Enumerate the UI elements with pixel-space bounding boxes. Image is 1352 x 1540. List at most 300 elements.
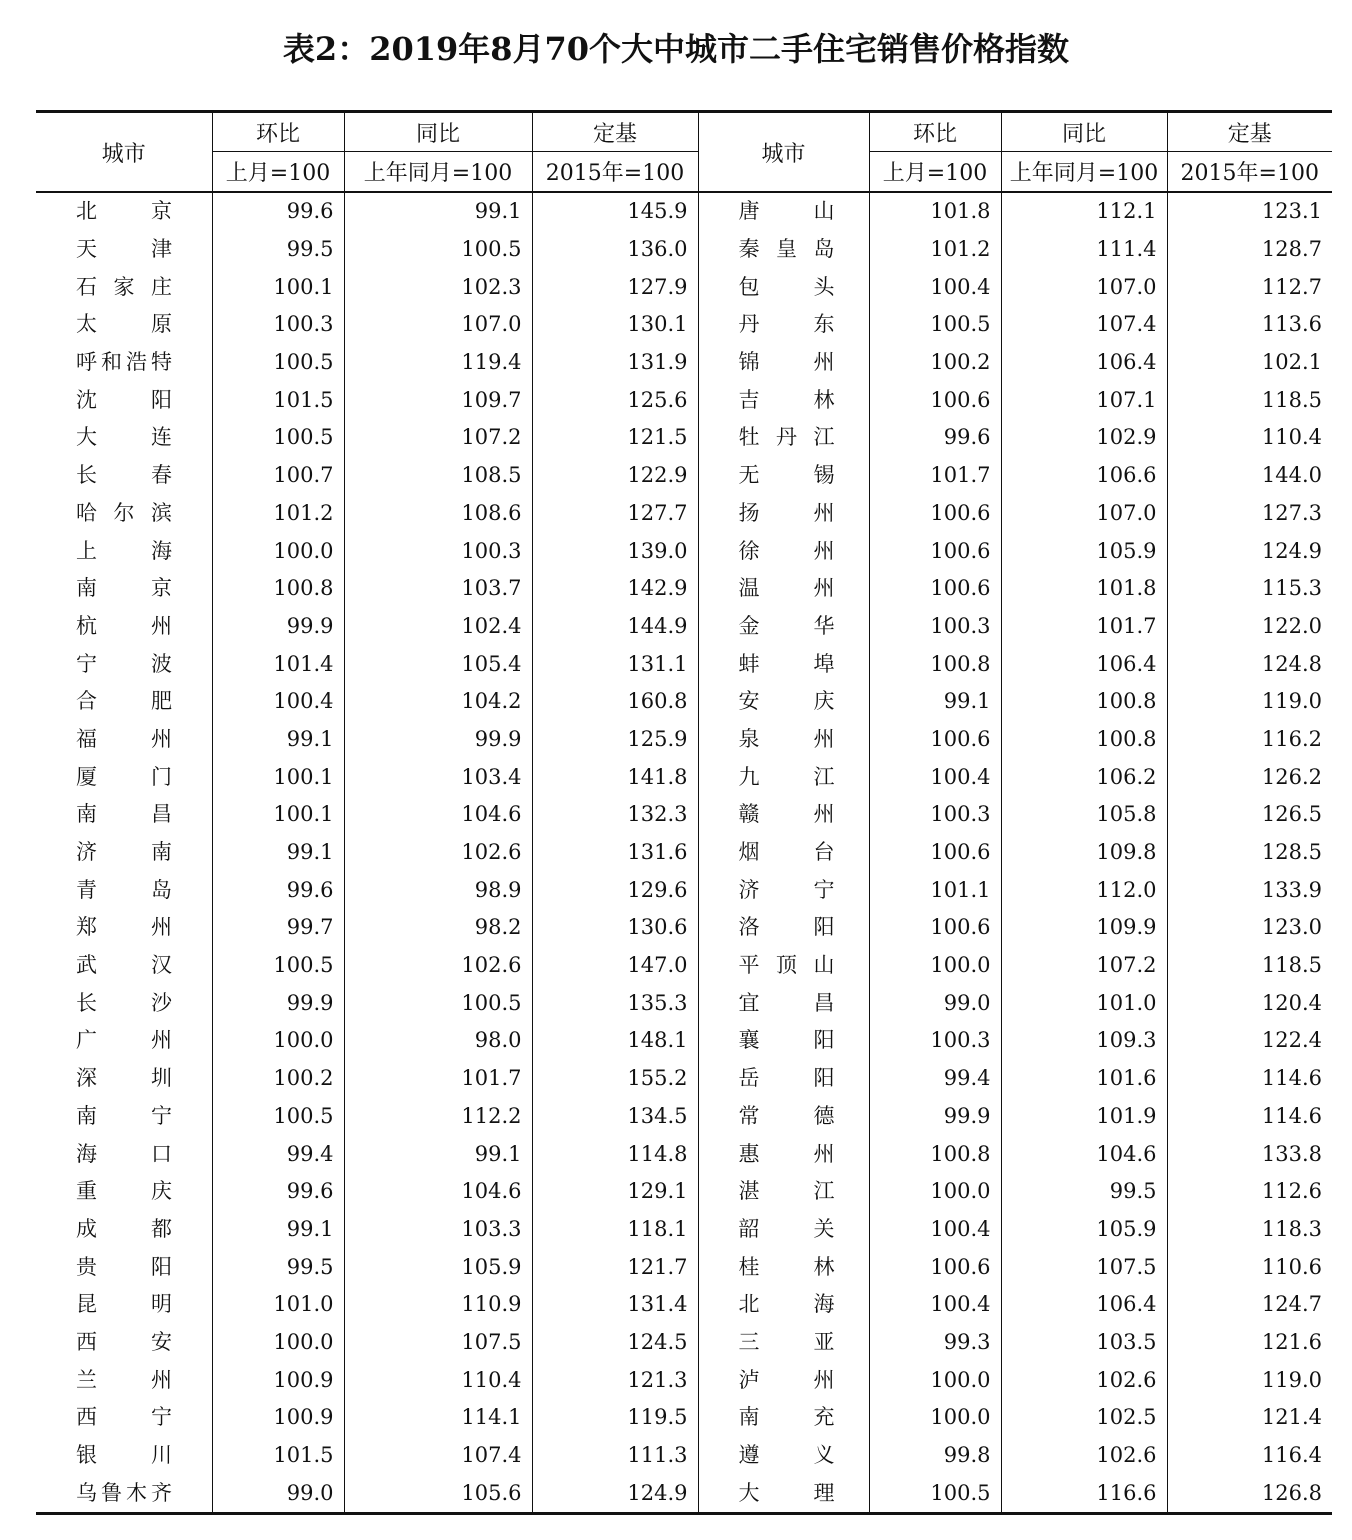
base-cell: 127.7 [532, 495, 698, 533]
yoy-cell: 99.5 [1001, 1173, 1167, 1211]
mom-cell: 99.8 [869, 1437, 1001, 1475]
city-name: 兰州 [76, 1367, 172, 1392]
base-cell: 155.2 [532, 1060, 698, 1098]
mom-cell: 100.4 [869, 758, 1001, 796]
base-cell: 129.1 [532, 1173, 698, 1211]
city-name: 无锡 [738, 463, 835, 488]
city-cell [36, 1324, 212, 1362]
yoy-cell: 116.6 [1001, 1474, 1167, 1513]
city-name: 南宁 [76, 1103, 172, 1128]
city-cell [698, 192, 869, 231]
base-cell: 135.3 [532, 984, 698, 1022]
table-row [36, 1098, 1332, 1136]
city-cell [698, 495, 869, 533]
mom-cell: 101.5 [212, 1437, 344, 1475]
city-name: 西安 [76, 1329, 172, 1354]
base-cell: 112.7 [1167, 268, 1332, 306]
city-cell [698, 231, 869, 269]
page-title: 表2：2019年8月70个大中城市二手住宅销售价格指数 [282, 30, 1070, 68]
city-name: 金华 [738, 613, 835, 638]
city-name: 天津 [76, 237, 172, 262]
mom-cell: 99.0 [212, 1474, 344, 1513]
base-cell: 142.9 [532, 570, 698, 608]
yoy-cell: 106.2 [1001, 758, 1167, 796]
city-name: 深圳 [76, 1066, 172, 1091]
table-row [36, 381, 1332, 419]
city-name: 银川 [76, 1443, 172, 1468]
mom-cell: 99.1 [212, 721, 344, 759]
city-cell [36, 1135, 212, 1173]
base-cell: 123.1 [1167, 192, 1332, 231]
base-cell: 114.6 [1167, 1060, 1332, 1098]
base-cell: 130.1 [532, 306, 698, 344]
table-row [36, 947, 1332, 985]
mom-cell: 100.8 [869, 1135, 1001, 1173]
mom-cell: 100.3 [869, 608, 1001, 646]
base-cell: 119.5 [532, 1399, 698, 1437]
mom-cell: 100.5 [869, 1474, 1001, 1513]
yoy-cell: 112.2 [344, 1098, 532, 1136]
yoy-cell: 107.4 [1001, 306, 1167, 344]
yoy-cell: 101.9 [1001, 1098, 1167, 1136]
city-cell [698, 1437, 869, 1475]
yoy-cell: 105.9 [344, 1248, 532, 1286]
mom-cell: 100.0 [869, 1173, 1001, 1211]
yoy-cell: 102.6 [344, 947, 532, 985]
mom-cell: 99.4 [212, 1135, 344, 1173]
mom-cell: 100.6 [869, 1248, 1001, 1286]
city-cell [36, 1361, 212, 1399]
yoy-cell: 110.9 [344, 1286, 532, 1324]
base-cell: 129.6 [532, 871, 698, 909]
base-cell: 119.0 [1167, 1361, 1332, 1399]
base-cell: 113.6 [1167, 306, 1332, 344]
base-column-subheader: 2015年=100 [1167, 152, 1332, 193]
yoy-cell: 104.2 [344, 683, 532, 721]
yoy-cell: 107.0 [1001, 495, 1167, 533]
mom-cell: 100.6 [869, 381, 1001, 419]
yoy-cell: 106.4 [1001, 344, 1167, 382]
city-cell [36, 457, 212, 495]
base-cell: 110.4 [1167, 419, 1332, 457]
yoy-cell: 112.1 [1001, 192, 1167, 231]
yoy-cell: 107.0 [344, 306, 532, 344]
table-row [36, 344, 1332, 382]
mom-cell: 100.8 [869, 645, 1001, 683]
base-cell: 145.9 [532, 192, 698, 231]
table-row [36, 758, 1332, 796]
city-name: 太原 [76, 312, 172, 337]
base-cell: 131.4 [532, 1286, 698, 1324]
table-body [36, 192, 1332, 1514]
yoy-cell: 99.1 [344, 192, 532, 231]
base-cell: 118.5 [1167, 947, 1332, 985]
city-cell [36, 796, 212, 834]
city-cell [698, 1022, 869, 1060]
mom-cell: 100.2 [212, 1060, 344, 1098]
city-name: 长沙 [76, 990, 172, 1015]
table-header [36, 112, 1332, 193]
base-cell: 126.5 [1167, 796, 1332, 834]
mom-cell: 99.6 [212, 1173, 344, 1211]
base-cell: 121.7 [532, 1248, 698, 1286]
mom-cell: 100.8 [212, 570, 344, 608]
yoy-cell: 103.7 [344, 570, 532, 608]
yoy-cell: 100.8 [1001, 683, 1167, 721]
base-cell: 121.3 [532, 1361, 698, 1399]
yoy-cell: 101.6 [1001, 1060, 1167, 1098]
mom-cell: 100.6 [869, 570, 1001, 608]
mom-cell: 100.5 [212, 419, 344, 457]
city-name: 杭州 [76, 613, 172, 638]
mom-cell: 100.7 [212, 457, 344, 495]
city-cell [36, 1474, 212, 1513]
base-cell: 126.2 [1167, 758, 1332, 796]
city-name: 宜昌 [738, 990, 835, 1015]
yoy-cell: 105.9 [1001, 1211, 1167, 1249]
city-cell [698, 381, 869, 419]
city-cell [36, 495, 212, 533]
mom-cell: 100.5 [869, 306, 1001, 344]
base-cell: 141.8 [532, 758, 698, 796]
base-cell: 134.5 [532, 1098, 698, 1136]
city-cell [36, 381, 212, 419]
city-cell [36, 683, 212, 721]
table-row [36, 192, 1332, 231]
mom-cell: 101.8 [869, 192, 1001, 231]
mom-cell: 100.0 [869, 1399, 1001, 1437]
mom-cell: 100.1 [212, 758, 344, 796]
yoy-cell: 101.8 [1001, 570, 1167, 608]
table-row [36, 1324, 1332, 1362]
yoy-cell: 112.0 [1001, 871, 1167, 909]
yoy-cell: 107.0 [1001, 268, 1167, 306]
base-cell: 148.1 [532, 1022, 698, 1060]
city-name: 乌鲁木齐 [76, 1480, 172, 1505]
base-cell: 110.6 [1167, 1248, 1332, 1286]
city-cell [698, 645, 869, 683]
city-cell [698, 984, 869, 1022]
table-row [36, 570, 1332, 608]
city-cell [36, 1286, 212, 1324]
yoy-cell: 107.2 [1001, 947, 1167, 985]
city-name: 烟台 [738, 840, 835, 865]
table-row [36, 608, 1332, 646]
yoy-cell: 102.9 [1001, 419, 1167, 457]
mom-cell: 99.6 [869, 419, 1001, 457]
yoy-column-subheader: 上年同月=100 [1001, 152, 1167, 193]
base-cell: 133.8 [1167, 1135, 1332, 1173]
mom-cell: 99.0 [869, 984, 1001, 1022]
city-cell [698, 1474, 869, 1513]
base-cell: 120.4 [1167, 984, 1332, 1022]
mom-cell: 100.6 [869, 721, 1001, 759]
yoy-cell: 98.9 [344, 871, 532, 909]
mom-cell: 100.4 [869, 268, 1001, 306]
city-cell [36, 871, 212, 909]
mom-cell: 100.5 [212, 947, 344, 985]
mom-cell: 99.1 [212, 1211, 344, 1249]
yoy-cell: 107.4 [344, 1437, 532, 1475]
city-name: 武汉 [76, 953, 172, 978]
yoy-cell: 99.1 [344, 1135, 532, 1173]
city-name: 沈阳 [76, 387, 172, 412]
mom-cell: 99.9 [869, 1098, 1001, 1136]
base-cell: 124.5 [532, 1324, 698, 1362]
mom-cell: 101.2 [212, 495, 344, 533]
yoy-cell: 109.3 [1001, 1022, 1167, 1060]
base-cell: 127.9 [532, 268, 698, 306]
yoy-column-header: 同比 [1001, 112, 1167, 152]
price-index-table [36, 110, 1332, 1515]
yoy-cell: 101.0 [1001, 984, 1167, 1022]
mom-cell: 100.3 [212, 306, 344, 344]
yoy-cell: 111.4 [1001, 231, 1167, 269]
mom-cell: 99.5 [212, 1248, 344, 1286]
base-cell: 121.6 [1167, 1324, 1332, 1362]
mom-cell: 100.4 [869, 1286, 1001, 1324]
city-name: 长春 [76, 463, 172, 488]
city-cell [698, 457, 869, 495]
city-name: 三亚 [738, 1329, 835, 1354]
city-cell [698, 834, 869, 872]
city-cell [698, 909, 869, 947]
mom-cell: 99.1 [869, 683, 1001, 721]
base-cell: 112.6 [1167, 1173, 1332, 1211]
mom-cell: 101.2 [869, 231, 1001, 269]
city-column-header: 城市 [36, 112, 212, 193]
base-cell: 122.9 [532, 457, 698, 495]
city-name: 韶关 [738, 1216, 835, 1241]
city-name: 重庆 [76, 1179, 172, 1204]
yoy-cell: 102.5 [1001, 1399, 1167, 1437]
mom-cell: 99.4 [869, 1060, 1001, 1098]
city-cell [698, 608, 869, 646]
city-cell [36, 645, 212, 683]
mom-cell: 100.9 [212, 1399, 344, 1437]
city-name: 大理 [738, 1480, 835, 1505]
base-cell: 144.9 [532, 608, 698, 646]
mom-cell: 99.9 [212, 984, 344, 1022]
mom-cell: 101.5 [212, 381, 344, 419]
base-cell: 127.3 [1167, 495, 1332, 533]
city-name: 济宁 [738, 877, 835, 902]
base-cell: 131.1 [532, 645, 698, 683]
city-name: 北海 [738, 1292, 835, 1317]
city-name: 襄阳 [738, 1028, 835, 1053]
base-column-header: 定基 [1167, 112, 1332, 152]
city-name: 徐州 [738, 538, 835, 563]
city-cell [698, 1098, 869, 1136]
yoy-cell: 101.7 [344, 1060, 532, 1098]
table-row [36, 909, 1332, 947]
mom-cell: 100.1 [212, 268, 344, 306]
city-cell [36, 721, 212, 759]
city-cell [698, 570, 869, 608]
table-row [36, 1022, 1332, 1060]
city-name: 秦皇岛 [738, 237, 835, 262]
yoy-cell: 104.6 [344, 796, 532, 834]
yoy-cell: 104.6 [1001, 1135, 1167, 1173]
city-cell [698, 1211, 869, 1249]
mom-cell: 100.0 [869, 947, 1001, 985]
base-cell: 130.6 [532, 909, 698, 947]
base-cell: 118.3 [1167, 1211, 1332, 1249]
city-cell [698, 1135, 869, 1173]
mom-cell: 100.1 [212, 796, 344, 834]
mom-cell: 99.3 [869, 1324, 1001, 1362]
city-name: 南昌 [76, 802, 172, 827]
city-cell [36, 1211, 212, 1249]
base-cell: 139.0 [532, 532, 698, 570]
yoy-cell: 105.6 [344, 1474, 532, 1513]
mom-column-header: 环比 [869, 112, 1001, 152]
city-name: 赣州 [738, 802, 835, 827]
city-name: 昆明 [76, 1292, 172, 1317]
yoy-cell: 109.9 [1001, 909, 1167, 947]
yoy-cell: 100.5 [344, 231, 532, 269]
yoy-cell: 102.6 [1001, 1361, 1167, 1399]
city-name: 桂林 [738, 1254, 835, 1279]
city-name: 大连 [76, 425, 172, 450]
table-row [36, 231, 1332, 269]
city-cell [698, 1324, 869, 1362]
table-row [36, 721, 1332, 759]
city-cell [36, 570, 212, 608]
yoy-cell: 106.6 [1001, 457, 1167, 495]
base-cell: 144.0 [1167, 457, 1332, 495]
mom-cell: 100.3 [869, 796, 1001, 834]
yoy-cell: 98.0 [344, 1022, 532, 1060]
city-cell [36, 1248, 212, 1286]
city-cell [698, 344, 869, 382]
yoy-column-header: 同比 [344, 112, 532, 152]
city-cell [36, 608, 212, 646]
city-cell [36, 1437, 212, 1475]
table-row [36, 1211, 1332, 1249]
mom-cell: 101.1 [869, 871, 1001, 909]
city-cell [698, 1248, 869, 1286]
mom-cell: 100.4 [212, 683, 344, 721]
city-name: 海口 [76, 1141, 172, 1166]
city-cell [36, 419, 212, 457]
table-row [36, 1248, 1332, 1286]
city-name: 合肥 [76, 689, 172, 714]
city-name: 平顶山 [738, 953, 835, 978]
table-row [36, 1437, 1332, 1475]
mom-cell: 101.4 [212, 645, 344, 683]
yoy-cell: 104.6 [344, 1173, 532, 1211]
yoy-cell: 106.4 [1001, 645, 1167, 683]
base-cell: 128.7 [1167, 231, 1332, 269]
city-name: 宁波 [76, 651, 172, 676]
mom-cell: 101.0 [212, 1286, 344, 1324]
city-cell [36, 1060, 212, 1098]
base-cell: 124.8 [1167, 645, 1332, 683]
base-cell: 122.0 [1167, 608, 1332, 646]
yoy-cell: 105.9 [1001, 532, 1167, 570]
city-name: 安庆 [738, 689, 835, 714]
base-cell: 128.5 [1167, 834, 1332, 872]
base-cell: 160.8 [532, 683, 698, 721]
base-cell: 111.3 [532, 1437, 698, 1475]
city-cell [36, 1098, 212, 1136]
mom-cell: 99.6 [212, 192, 344, 231]
mom-column-header: 环比 [212, 112, 344, 152]
city-cell [36, 306, 212, 344]
base-cell: 118.5 [1167, 381, 1332, 419]
table-row [36, 268, 1332, 306]
yoy-cell: 105.4 [344, 645, 532, 683]
base-cell: 118.1 [532, 1211, 698, 1249]
base-cell: 116.2 [1167, 721, 1332, 759]
yoy-cell: 103.5 [1001, 1324, 1167, 1362]
table-row [36, 1399, 1332, 1437]
city-cell [36, 758, 212, 796]
yoy-cell: 100.5 [344, 984, 532, 1022]
city-cell [698, 796, 869, 834]
city-name: 九江 [738, 764, 835, 789]
mom-cell: 100.2 [869, 344, 1001, 382]
yoy-cell: 106.4 [1001, 1286, 1167, 1324]
city-cell [698, 683, 869, 721]
yoy-cell: 105.8 [1001, 796, 1167, 834]
city-name: 上海 [76, 538, 172, 563]
table-row [36, 495, 1332, 533]
base-cell: 131.6 [532, 834, 698, 872]
table-row [36, 306, 1332, 344]
city-cell [698, 1361, 869, 1399]
city-name: 哈尔滨 [76, 500, 172, 525]
city-name: 岳阳 [738, 1066, 835, 1091]
city-name: 石家庄 [76, 274, 172, 299]
city-column-header: 城市 [698, 112, 869, 193]
yoy-cell: 100.3 [344, 532, 532, 570]
yoy-cell: 100.8 [1001, 721, 1167, 759]
mom-column-subheader: 上月=100 [869, 152, 1001, 193]
city-cell [36, 1399, 212, 1437]
base-column-header: 定基 [532, 112, 698, 152]
base-cell: 121.4 [1167, 1399, 1332, 1437]
mom-cell: 100.0 [212, 1324, 344, 1362]
yoy-cell: 107.5 [344, 1324, 532, 1362]
yoy-cell: 102.6 [344, 834, 532, 872]
mom-cell: 100.6 [869, 909, 1001, 947]
city-name: 泉州 [738, 726, 835, 751]
base-cell: 125.9 [532, 721, 698, 759]
mom-cell: 100.0 [212, 1022, 344, 1060]
yoy-cell: 109.8 [1001, 834, 1167, 872]
yoy-cell: 110.4 [344, 1361, 532, 1399]
mom-cell: 99.7 [212, 909, 344, 947]
base-cell: 147.0 [532, 947, 698, 985]
base-cell: 132.3 [532, 796, 698, 834]
table-row [36, 871, 1332, 909]
yoy-cell: 98.2 [344, 909, 532, 947]
city-name: 扬州 [738, 500, 835, 525]
base-cell: 122.4 [1167, 1022, 1332, 1060]
yoy-cell: 114.1 [344, 1399, 532, 1437]
base-cell: 124.9 [1167, 532, 1332, 570]
yoy-cell: 102.6 [1001, 1437, 1167, 1475]
city-name: 福州 [76, 726, 172, 751]
city-name: 郑州 [76, 915, 172, 940]
city-cell [698, 268, 869, 306]
yoy-cell: 107.1 [1001, 381, 1167, 419]
mom-cell: 100.6 [869, 834, 1001, 872]
yoy-cell: 102.4 [344, 608, 532, 646]
city-cell [698, 1173, 869, 1211]
